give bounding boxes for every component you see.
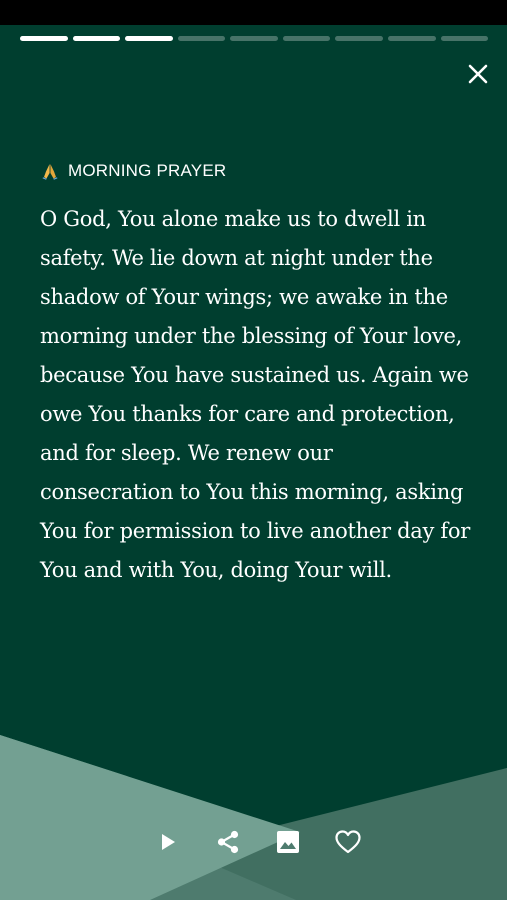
story-progress-bar bbox=[20, 36, 488, 41]
progress-segment bbox=[20, 36, 68, 41]
folded-hands-icon bbox=[40, 161, 60, 181]
progress-segment bbox=[283, 36, 331, 41]
play-button[interactable] bbox=[150, 824, 186, 860]
action-toolbar bbox=[150, 822, 366, 862]
favorite-button[interactable] bbox=[330, 824, 366, 860]
progress-segment bbox=[230, 36, 278, 41]
progress-segment bbox=[388, 36, 436, 41]
prayer-text: O God, You alone make us to dwell in safety. We lie down at night under the shadow of Your wings; we awake in the morning under the blessing of Your love, because You have sustained us. Again we owe You thanks for care and protection, and for sleep. We renew our consecration to You this morning, asking You for permission to live another day for You and with You, doing Your will. bbox=[40, 207, 470, 582]
play-icon bbox=[160, 833, 176, 851]
status-bar bbox=[0, 0, 507, 25]
progress-segment bbox=[441, 36, 489, 41]
progress-segment bbox=[125, 36, 173, 41]
category-label: MORNING PRAYER bbox=[68, 161, 227, 180]
share-icon bbox=[215, 829, 241, 855]
category-header bbox=[40, 160, 226, 182]
image-button[interactable] bbox=[270, 824, 306, 860]
progress-segment bbox=[178, 36, 226, 41]
progress-segment bbox=[335, 36, 383, 41]
close-icon bbox=[468, 64, 488, 84]
share-button[interactable] bbox=[210, 824, 246, 860]
heart-icon bbox=[335, 830, 361, 854]
wave-decoration bbox=[0, 720, 507, 900]
progress-segment bbox=[73, 36, 121, 41]
image-icon bbox=[276, 830, 300, 854]
close-button[interactable] bbox=[462, 58, 494, 90]
